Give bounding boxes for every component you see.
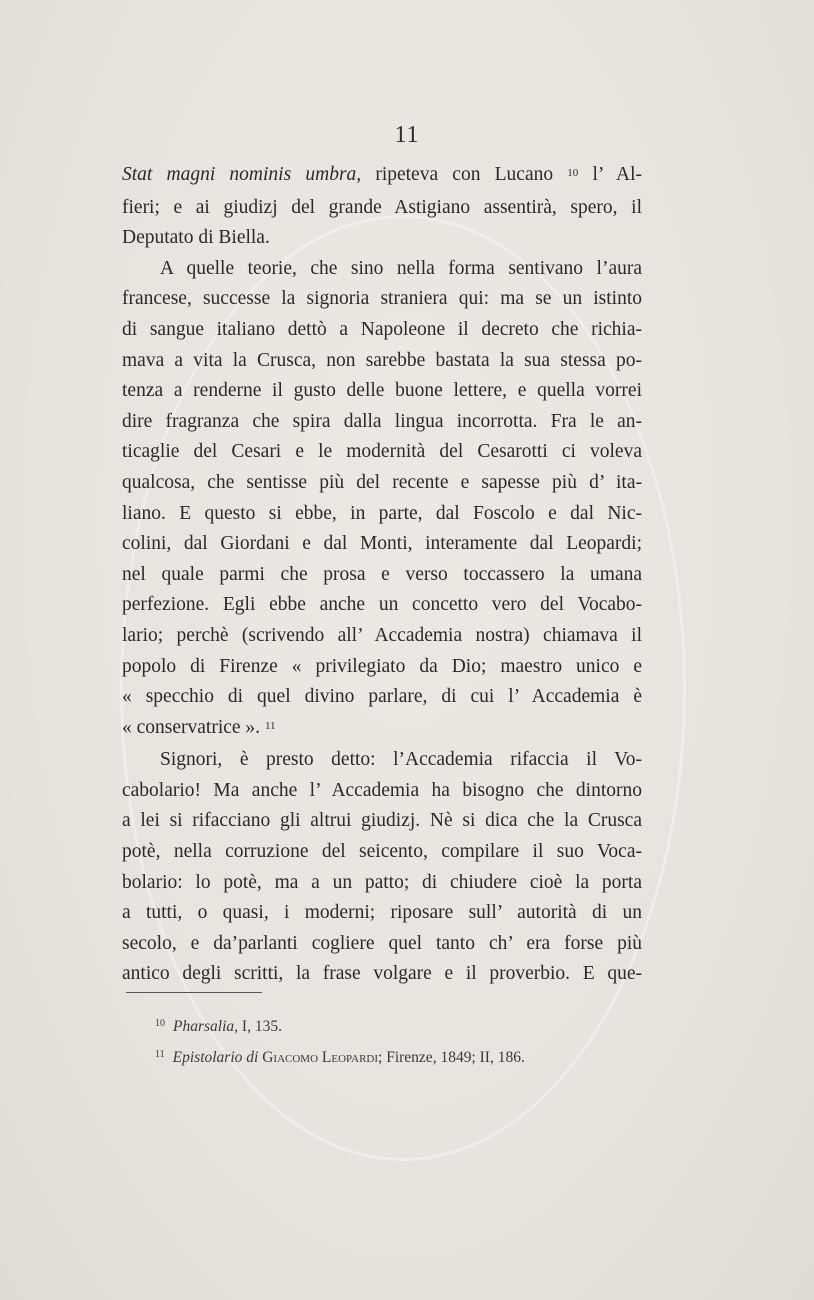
text-line: [122, 346, 642, 377]
footnote-ref: 11: [264, 719, 276, 732]
italic-text: Epistolario di: [172, 1049, 259, 1066]
text-line: [122, 193, 642, 224]
text-line: [122, 407, 642, 438]
text-run: Deputato di Biella.: [122, 227, 270, 249]
text-run: popolo di Firenze « privilegiato da Dio; maestro unico e: [122, 655, 642, 677]
footnote-mark: 11: [155, 1049, 165, 1060]
text-run: ticaglie del Cesari e le modernità del Cesarotti ci voleva: [122, 441, 642, 463]
footnote-mark: 10: [155, 1018, 165, 1029]
text-run: A quelle teorie, che sino nella forma sentivano l’aura: [160, 257, 642, 279]
text-run: dire fragranza che spira dalla lingua incorrotta. Fra le an-: [122, 410, 642, 432]
text-run: secolo, e da’parlanti cogliere quel tanto ch’ era forse più: [122, 932, 642, 954]
text-run: lario; perchè (scrivendo all’ Accademia nostra) chiamava il: [122, 624, 642, 646]
text-run: cabolario! Ma anche l’ Accademia ha bisogno che dintorno: [122, 779, 642, 801]
text-line: [122, 160, 642, 193]
text-line: [122, 929, 642, 960]
text-line: [122, 898, 642, 929]
text-line: [122, 529, 642, 560]
text-line: [122, 315, 642, 346]
text-run: ripeteva con Lucano: [361, 164, 568, 185]
text-run: antico degli scritti, la frase volgare e il proverbio. E que-: [122, 963, 642, 985]
body-text: [122, 160, 642, 990]
text-line: [122, 806, 642, 837]
text-line: [122, 776, 642, 807]
text-line: [122, 376, 642, 407]
page-number: 11: [394, 122, 420, 148]
text-line: [122, 868, 642, 899]
footnote-ref: 10: [567, 167, 579, 179]
text-run: di sangue italiano dettò a Napoleone il decreto che richia-: [122, 318, 642, 340]
text-run: francese, successe la signoria straniera qui: ma se un istinto: [122, 288, 642, 310]
text-run: a tutti, o quasi, i moderni; riposare sull’ autorità di un: [122, 902, 642, 924]
text-run: colini, dal Giordani e dal Monti, interamente dal Leopardi;: [122, 533, 642, 555]
text-line: [122, 837, 642, 868]
smallcaps-text: Giacomo Leopardi: [262, 1049, 379, 1066]
text-run: tenza a renderne il gusto delle buone lettere, e quella vorrei: [122, 380, 642, 402]
footnotes: [155, 1010, 525, 1072]
text-run: , I, 135.: [234, 1018, 282, 1035]
text-line: [122, 223, 642, 254]
italic-text: Pharsalia: [173, 1018, 235, 1035]
text-line: [122, 682, 642, 713]
text-line: [122, 713, 642, 746]
text-line: [122, 745, 642, 776]
text-run: nel quale parmi che prosa e verso toccassero la umana: [122, 563, 642, 585]
text-line: [122, 652, 642, 683]
text-run: bolario: lo potè, ma a un patto; di chiudere cioè la porta: [122, 871, 642, 893]
text-run: qualcosa, che sentisse più del recente e sapesse più d’ ita-: [122, 471, 642, 493]
text-run: a lei si rifacciano gli altrui giudizj. Nè si dica che la Crusca: [122, 810, 642, 832]
text-run: « conservatrice ».: [122, 716, 265, 738]
italic-text: Stat magni nominis umbra,: [122, 164, 362, 185]
text-run: liano. E questo si ebbe, in parte, dal Foscolo e dal Nic-: [122, 502, 642, 524]
text-run: « specchio di quel divino parlare, di cui l’ Accademia è: [122, 686, 642, 708]
text-line: [122, 437, 642, 468]
text-run: fieri; e ai giudizj del grande Astigiano assentirà, spero, il: [122, 196, 642, 218]
text-line: [122, 254, 642, 285]
footnote: [155, 1010, 525, 1041]
text-line: [122, 499, 642, 530]
text-line: [122, 959, 642, 990]
footnote-rule: [126, 992, 262, 993]
text-run: perfezione. Egli ebbe anche un concetto vero del Vocabo-: [122, 594, 642, 616]
text-run: potè, nella corruzione del seicento, compilare il suo Voca-: [122, 841, 642, 863]
text-line: [122, 621, 642, 652]
text-line: [122, 284, 642, 315]
text-line: [122, 560, 642, 591]
footnote: [155, 1041, 525, 1072]
text-run: l’ Al-: [578, 164, 642, 185]
text-line: [122, 590, 642, 621]
text-run: mava a vita la Crusca, non sarebbe bastata la sua stessa po-: [122, 349, 642, 371]
text-run: ; Firenze, 1849; II, 186.: [378, 1049, 525, 1066]
text-line: [122, 468, 642, 499]
text-run: Signori, è presto detto: l’Accademia rifaccia il Vo-: [160, 749, 642, 771]
